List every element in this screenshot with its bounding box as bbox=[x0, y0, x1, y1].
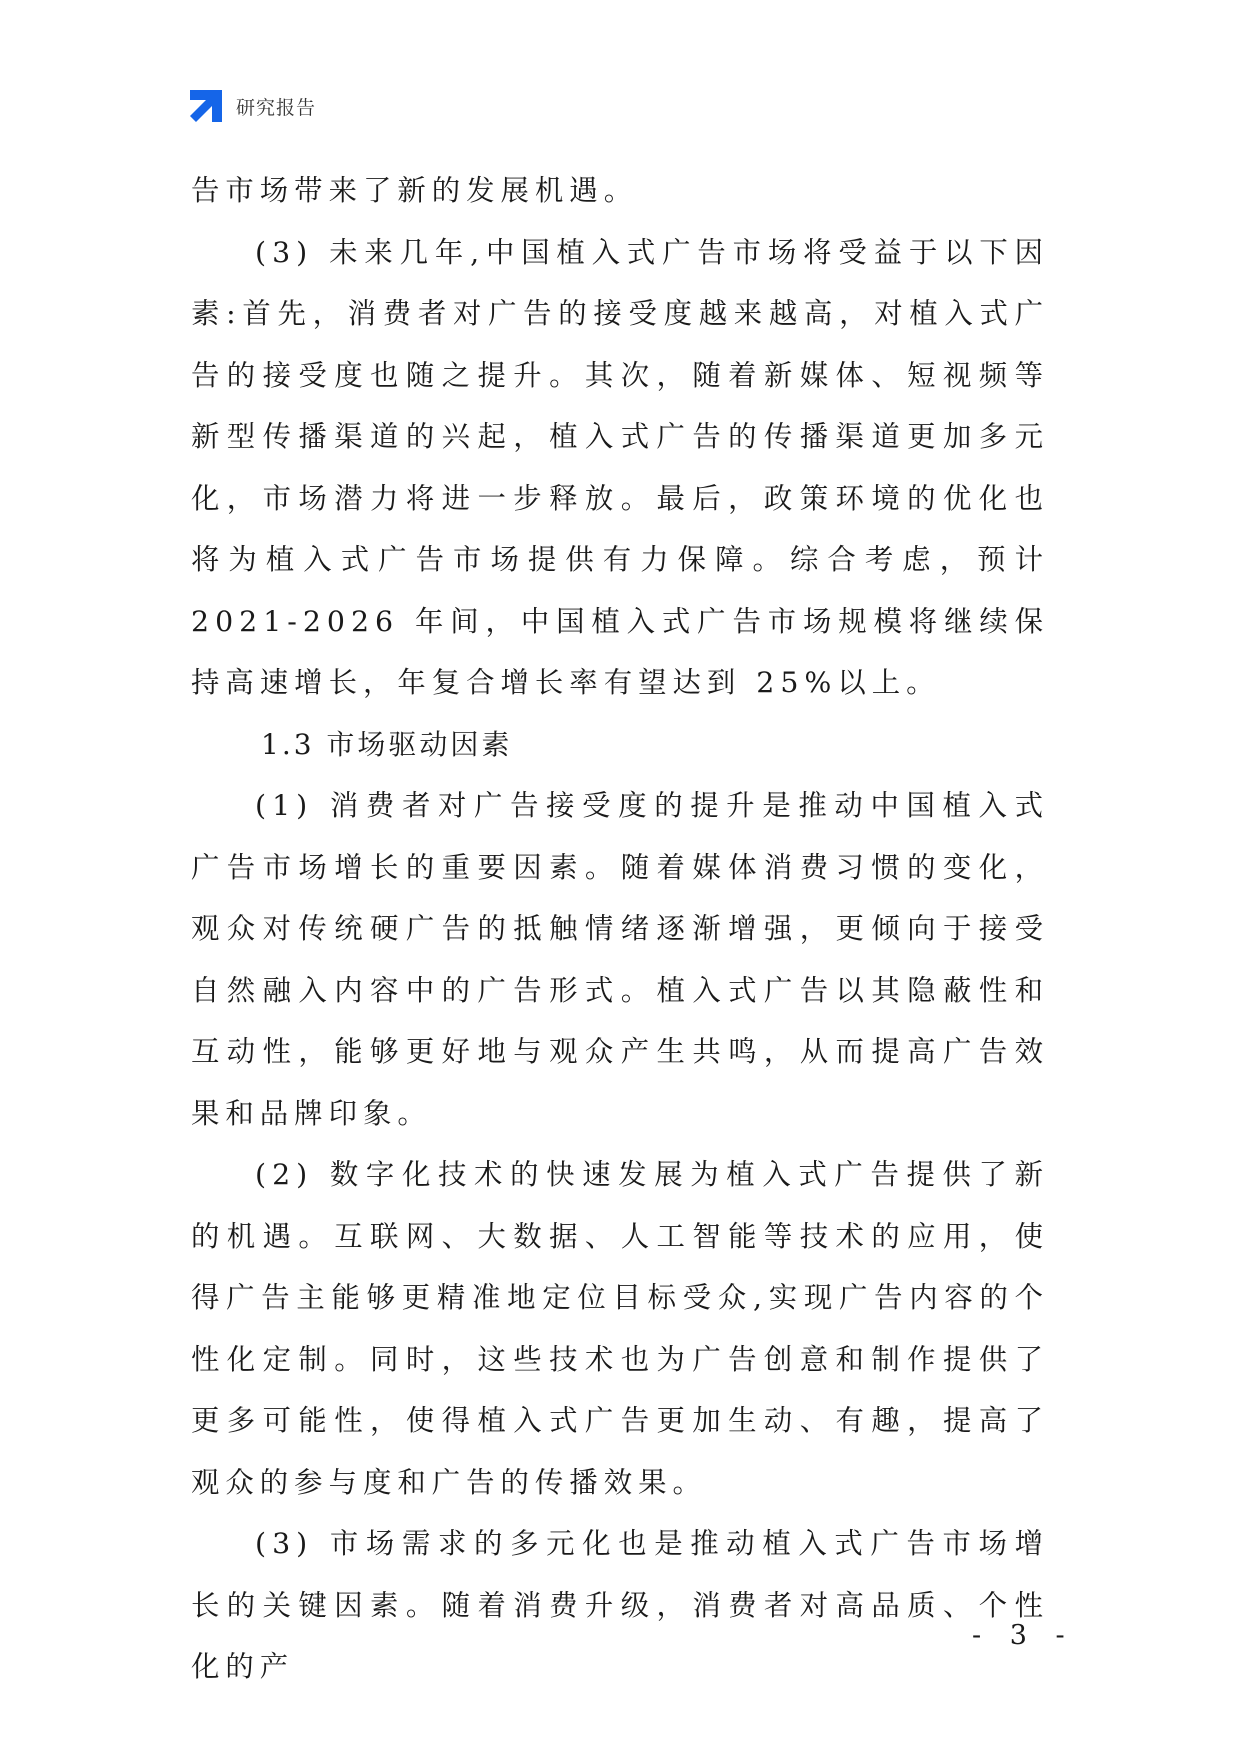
page-header bbox=[188, 88, 316, 124]
paragraph-driver-3: (3) 市场需求的多元化也是推动植入式广告市场增长的关键因素。随着消费升级，消费者对高品质、个性化的产 bbox=[191, 1527, 1049, 1683]
header-title: 研究报告 bbox=[236, 96, 317, 119]
paragraph-future-factors: (3) 未来几年,中国植入式广告市场将受益于以下因素:首先，消费者对广告的接受度越来越高，对植入式广告的接受度也随之提升。其次，随着新媒体、短视频等新型传播渠道的兴起，植入式广告的传播渠道更加多元化，市场潜力将进一步释放。最后，政策环境的优化也将为植入式广告市场提供有力保障。综合考虑，预计 2021-2026 年间，中国植入式广告市场规模将继续保持高速增长，年复合增长率有望达到 25%以上。 bbox=[191, 235, 1049, 699]
document-body bbox=[191, 160, 1049, 1698]
arrow-up-right-icon bbox=[188, 88, 224, 124]
paragraph-continuation: 告市场带来了新的发展机遇。 bbox=[191, 174, 639, 207]
section-heading: 1.3 市场驱动因素 bbox=[261, 727, 513, 761]
paragraph-driver-1: (1) 消费者对广告接受度的提升是推动中国植入式广告市场增长的重要因素。随着媒体消费习惯的变化，观众对传统硬广告的抵触情绪逐渐增强，更倾向于接受自然融入内容中的广告形式。植入式广告以其隐蔽性和互动性，能够更好地与观众产生共鸣，从而提高广告效果和品牌印象。 bbox=[191, 789, 1049, 1130]
paragraph-driver-2: (2) 数字化技术的快速发展为植入式广告提供了新的机遇。互联网、大数据、人工智能等技术的应用，使得广告主能够更精准地定位目标受众,实现广告内容的个性化定制。同时，这些技术也为广告创意和制作提供了更多可能性，使得植入式广告更加生动、有趣，提高了观众的参与度和广告的传播效果。 bbox=[191, 1158, 1049, 1499]
page-number: - 3 - bbox=[972, 1620, 1075, 1651]
